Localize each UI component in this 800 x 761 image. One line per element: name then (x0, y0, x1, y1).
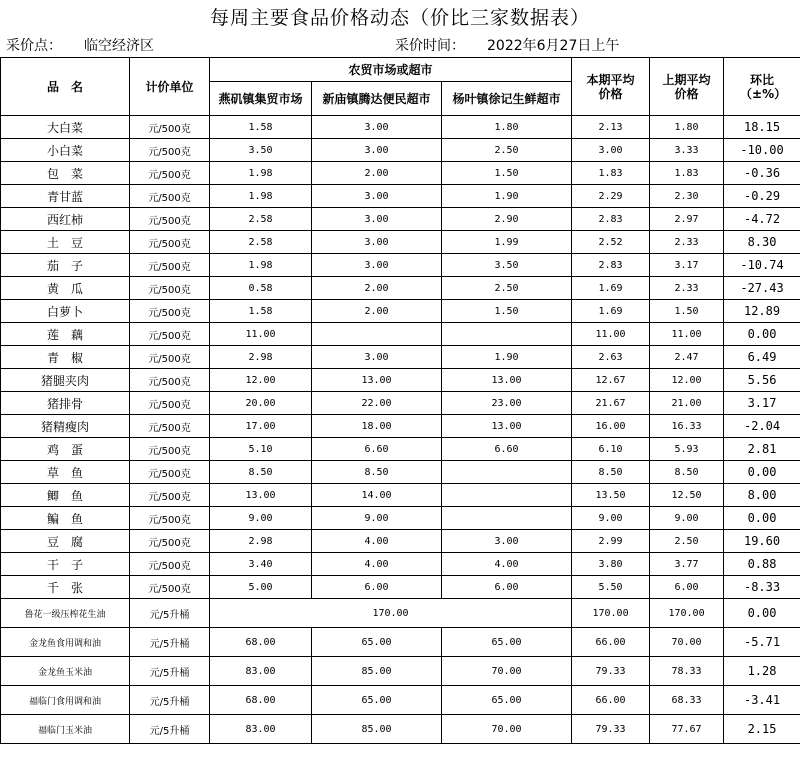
cell-market-2: 3.00 (312, 346, 442, 369)
table-row (1, 686, 800, 715)
cell-market-3: 3.00 (442, 530, 572, 553)
cell-current-average: 5.50 (572, 576, 650, 599)
cell-unit: 元/500克 (130, 162, 210, 185)
cell-market-1: 13.00 (210, 484, 312, 507)
cell-market-3: 4.00 (442, 553, 572, 576)
cell-market-3: 3.50 (442, 254, 572, 277)
cell-previous-average: 8.50 (650, 461, 724, 484)
cell-unit: 元/500克 (130, 553, 210, 576)
table-row (1, 628, 800, 657)
cell-ratio: 0.00 (724, 599, 800, 628)
cell-market-2: 2.00 (312, 300, 442, 323)
location-label: 采价点： (6, 38, 62, 54)
cell-market-1: 68.00 (210, 628, 312, 657)
cell-ratio: 2.81 (724, 438, 800, 461)
cell-market-1: 68.00 (210, 686, 312, 715)
cell-market-1: 2.58 (210, 231, 312, 254)
cell-current-average: 8.50 (572, 461, 650, 484)
cell-current-average: 21.67 (572, 392, 650, 415)
cell-market-3 (442, 323, 572, 346)
cell-name: 金龙鱼玉米油 (1, 657, 130, 686)
cell-market-1: 1.98 (210, 254, 312, 277)
cell-unit: 元/500克 (130, 139, 210, 162)
cell-current-average: 2.29 (572, 185, 650, 208)
cell-ratio: -5.71 (724, 628, 800, 657)
cell-name: 金龙鱼食用调和油 (1, 628, 130, 657)
cell-previous-average: 2.33 (650, 231, 724, 254)
cell-market-3: 6.00 (442, 576, 572, 599)
cell-ratio: -2.04 (724, 415, 800, 438)
cell-name: 鸡 蛋 (1, 438, 130, 461)
cell-unit: 元/5升桶 (130, 599, 210, 628)
cell-current-average: 12.67 (572, 369, 650, 392)
cell-previous-average: 12.00 (650, 369, 724, 392)
price-table (0, 57, 800, 744)
cell-previous-average: 16.33 (650, 415, 724, 438)
table-row (1, 484, 800, 507)
cell-market-1: 2.98 (210, 530, 312, 553)
cell-market-1: 0.58 (210, 277, 312, 300)
cell-unit: 元/500克 (130, 438, 210, 461)
cell-previous-average: 11.00 (650, 323, 724, 346)
cell-market-3: 6.60 (442, 438, 572, 461)
cell-previous-average: 2.50 (650, 530, 724, 553)
cell-market-1: 12.00 (210, 369, 312, 392)
header-ratio-text: 环比（±%） (740, 72, 787, 101)
cell-market-2: 170.00 (210, 599, 572, 628)
cell-current-average: 9.00 (572, 507, 650, 530)
cell-name: 莲 藕 (1, 323, 130, 346)
table-row (1, 346, 800, 369)
table-row (1, 438, 800, 461)
table-row (1, 323, 800, 346)
cell-name: 猪精瘦肉 (1, 415, 130, 438)
cell-name: 鳊 鱼 (1, 507, 130, 530)
table-row (1, 139, 800, 162)
cell-market-1: 11.00 (210, 323, 312, 346)
cell-previous-average: 2.97 (650, 208, 724, 231)
table-row (1, 392, 800, 415)
cell-name: 青甘蓝 (1, 185, 130, 208)
cell-unit: 元/500克 (130, 208, 210, 231)
cell-previous-average: 12.50 (650, 484, 724, 507)
cell-current-average: 66.00 (572, 628, 650, 657)
header-market-3: 杨叶镇徐记生鲜超市 (442, 82, 572, 116)
cell-market-2: 3.00 (312, 116, 442, 139)
table-row (1, 507, 800, 530)
header-market-group: 农贸市场或超市 (210, 58, 572, 82)
cell-current-average: 3.80 (572, 553, 650, 576)
cell-market-3 (442, 484, 572, 507)
cell-ratio: 8.00 (724, 484, 800, 507)
cell-unit: 元/500克 (130, 277, 210, 300)
cell-ratio: -3.41 (724, 686, 800, 715)
cell-previous-average: 1.83 (650, 162, 724, 185)
cell-previous-average: 1.50 (650, 300, 724, 323)
table-body (1, 116, 800, 744)
cell-name: 鲁花一级压榨花生油 (1, 599, 130, 628)
cell-current-average: 79.33 (572, 715, 650, 744)
header-previous-average-text: 上期平均价格 (662, 72, 711, 101)
cell-market-3: 2.90 (442, 208, 572, 231)
cell-name: 西红柿 (1, 208, 130, 231)
table-row (1, 208, 800, 231)
cell-market-3: 1.50 (442, 300, 572, 323)
cell-ratio: -10.74 (724, 254, 800, 277)
cell-ratio: -8.33 (724, 576, 800, 599)
cell-market-2: 85.00 (312, 715, 442, 744)
table-row (1, 657, 800, 686)
cell-unit: 元/500克 (130, 254, 210, 277)
cell-current-average: 16.00 (572, 415, 650, 438)
header-current-average (572, 58, 650, 116)
cell-unit: 元/500克 (130, 323, 210, 346)
cell-current-average: 3.00 (572, 139, 650, 162)
header-previous-average (650, 58, 724, 116)
cell-market-2: 3.00 (312, 231, 442, 254)
cell-market-1: 83.00 (210, 657, 312, 686)
cell-current-average: 2.13 (572, 116, 650, 139)
header-name: 品 名 (1, 58, 130, 116)
cell-ratio: 3.17 (724, 392, 800, 415)
cell-market-1: 2.98 (210, 346, 312, 369)
cell-market-1: 1.58 (210, 300, 312, 323)
time-line (395, 36, 619, 56)
cell-ratio: 8.30 (724, 231, 800, 254)
cell-market-1: 1.98 (210, 185, 312, 208)
table-row (1, 254, 800, 277)
header-unit: 计价单位 (130, 58, 210, 116)
cell-ratio: 1.28 (724, 657, 800, 686)
table-row (1, 576, 800, 599)
cell-market-3: 2.50 (442, 139, 572, 162)
cell-market-3: 1.90 (442, 346, 572, 369)
cell-name: 福临门食用调和油 (1, 686, 130, 715)
cell-ratio: 0.88 (724, 553, 800, 576)
cell-ratio: -10.00 (724, 139, 800, 162)
table-row (1, 415, 800, 438)
cell-market-2: 65.00 (312, 686, 442, 715)
cell-market-2: 85.00 (312, 657, 442, 686)
time-value: 2022年6月27日上午 (487, 38, 620, 54)
cell-unit: 元/500克 (130, 415, 210, 438)
cell-market-3: 70.00 (442, 715, 572, 744)
cell-previous-average: 3.17 (650, 254, 724, 277)
cell-market-1: 3.40 (210, 553, 312, 576)
header-market-1: 燕矶镇集贸市场 (210, 82, 312, 116)
cell-name: 猪排骨 (1, 392, 130, 415)
cell-name: 豆 腐 (1, 530, 130, 553)
cell-market-1: 3.50 (210, 139, 312, 162)
cell-market-2: 13.00 (312, 369, 442, 392)
cell-market-2: 2.00 (312, 162, 442, 185)
cell-market-2: 6.60 (312, 438, 442, 461)
cell-previous-average: 9.00 (650, 507, 724, 530)
cell-previous-average: 21.00 (650, 392, 724, 415)
cell-market-3: 70.00 (442, 657, 572, 686)
table-row (1, 231, 800, 254)
cell-previous-average: 70.00 (650, 628, 724, 657)
cell-unit: 元/500克 (130, 185, 210, 208)
cell-name: 猪腿夹肉 (1, 369, 130, 392)
cell-previous-average: 3.33 (650, 139, 724, 162)
cell-name: 茄 子 (1, 254, 130, 277)
location-value: 临空经济区 (84, 38, 154, 54)
cell-current-average: 2.83 (572, 208, 650, 231)
cell-ratio: 2.15 (724, 715, 800, 744)
cell-market-2: 3.00 (312, 185, 442, 208)
cell-unit: 元/500克 (130, 300, 210, 323)
cell-name: 白萝卜 (1, 300, 130, 323)
table-row (1, 300, 800, 323)
cell-unit: 元/5升桶 (130, 715, 210, 744)
cell-ratio: -0.29 (724, 185, 800, 208)
cell-current-average: 2.63 (572, 346, 650, 369)
cell-market-3: 1.50 (442, 162, 572, 185)
cell-market-2 (312, 323, 442, 346)
cell-current-average: 66.00 (572, 686, 650, 715)
cell-current-average: 170.00 (572, 599, 650, 628)
table-row (1, 461, 800, 484)
cell-market-1: 17.00 (210, 415, 312, 438)
cell-name: 千 张 (1, 576, 130, 599)
cell-name: 包 菜 (1, 162, 130, 185)
cell-market-2: 8.50 (312, 461, 442, 484)
cell-market-1: 9.00 (210, 507, 312, 530)
table-row (1, 530, 800, 553)
table-row (1, 553, 800, 576)
cell-unit: 元/5升桶 (130, 686, 210, 715)
cell-name: 土 豆 (1, 231, 130, 254)
header-current-average-text: 本期平均价格 (586, 72, 635, 101)
cell-unit: 元/5升桶 (130, 657, 210, 686)
cell-previous-average: 78.33 (650, 657, 724, 686)
cell-name: 鲫 鱼 (1, 484, 130, 507)
cell-unit: 元/500克 (130, 484, 210, 507)
cell-market-2: 3.00 (312, 139, 442, 162)
cell-market-2: 2.00 (312, 277, 442, 300)
cell-previous-average: 3.77 (650, 553, 724, 576)
cell-market-3: 2.50 (442, 277, 572, 300)
cell-previous-average: 2.47 (650, 346, 724, 369)
location-line (6, 36, 154, 56)
cell-name: 青 椒 (1, 346, 130, 369)
cell-ratio: 5.56 (724, 369, 800, 392)
cell-current-average: 1.69 (572, 300, 650, 323)
cell-unit: 元/500克 (130, 530, 210, 553)
header-ratio (724, 58, 800, 116)
cell-unit: 元/500克 (130, 346, 210, 369)
cell-current-average: 11.00 (572, 323, 650, 346)
cell-name: 干 子 (1, 553, 130, 576)
cell-unit: 元/5升桶 (130, 628, 210, 657)
cell-ratio: 0.00 (724, 323, 800, 346)
cell-market-1: 5.10 (210, 438, 312, 461)
cell-unit: 元/500克 (130, 231, 210, 254)
cell-unit: 元/500克 (130, 392, 210, 415)
table-row (1, 715, 800, 744)
cell-unit: 元/500克 (130, 369, 210, 392)
cell-ratio: 0.00 (724, 507, 800, 530)
cell-unit: 元/500克 (130, 507, 210, 530)
cell-market-3: 13.00 (442, 415, 572, 438)
cell-market-3 (442, 461, 572, 484)
cell-market-2: 6.00 (312, 576, 442, 599)
cell-market-1: 1.98 (210, 162, 312, 185)
cell-market-2: 22.00 (312, 392, 442, 415)
table-row (1, 599, 800, 628)
cell-previous-average: 1.80 (650, 116, 724, 139)
cell-market-3 (442, 507, 572, 530)
cell-market-3: 65.00 (442, 686, 572, 715)
cell-market-3: 1.99 (442, 231, 572, 254)
cell-current-average: 1.83 (572, 162, 650, 185)
header-market-2: 新庙镇腾达便民超市 (312, 82, 442, 116)
cell-market-2: 3.00 (312, 208, 442, 231)
cell-current-average: 79.33 (572, 657, 650, 686)
cell-current-average: 1.69 (572, 277, 650, 300)
sheet-title: 每周主要食品价格动态（价比三家数据表） (209, 7, 590, 29)
cell-market-3: 65.00 (442, 628, 572, 657)
cell-name: 草 鱼 (1, 461, 130, 484)
cell-market-2: 65.00 (312, 628, 442, 657)
cell-market-2: 3.00 (312, 254, 442, 277)
cell-current-average: 2.83 (572, 254, 650, 277)
cell-ratio: -0.36 (724, 162, 800, 185)
cell-market-1: 8.50 (210, 461, 312, 484)
cell-current-average: 2.52 (572, 231, 650, 254)
table-row (1, 277, 800, 300)
cell-unit: 元/500克 (130, 116, 210, 139)
cell-market-2: 18.00 (312, 415, 442, 438)
cell-name: 大白菜 (1, 116, 130, 139)
cell-ratio: -4.72 (724, 208, 800, 231)
cell-previous-average: 2.33 (650, 277, 724, 300)
cell-name: 小白菜 (1, 139, 130, 162)
cell-market-1: 83.00 (210, 715, 312, 744)
cell-market-3: 1.90 (442, 185, 572, 208)
cell-ratio: 12.89 (724, 300, 800, 323)
cell-previous-average: 77.67 (650, 715, 724, 744)
cell-ratio: 0.00 (724, 461, 800, 484)
cell-market-2: 4.00 (312, 530, 442, 553)
time-label: 采价时间： (395, 38, 465, 54)
cell-current-average: 13.50 (572, 484, 650, 507)
cell-market-2: 9.00 (312, 507, 442, 530)
cell-name: 福临门玉米油 (1, 715, 130, 744)
cell-previous-average: 5.93 (650, 438, 724, 461)
cell-market-3: 23.00 (442, 392, 572, 415)
cell-current-average: 2.99 (572, 530, 650, 553)
cell-name: 黄 瓜 (1, 277, 130, 300)
cell-unit: 元/500克 (130, 461, 210, 484)
cell-ratio: 6.49 (724, 346, 800, 369)
cell-market-1: 1.58 (210, 116, 312, 139)
cell-previous-average: 68.33 (650, 686, 724, 715)
cell-previous-average: 2.30 (650, 185, 724, 208)
table-row (1, 162, 800, 185)
table-row (1, 369, 800, 392)
cell-market-2: 14.00 (312, 484, 442, 507)
cell-current-average: 6.10 (572, 438, 650, 461)
cell-unit: 元/500克 (130, 576, 210, 599)
cell-ratio: 19.60 (724, 530, 800, 553)
cell-market-2: 4.00 (312, 553, 442, 576)
cell-previous-average: 170.00 (650, 599, 724, 628)
cell-market-3: 13.00 (442, 369, 572, 392)
cell-previous-average: 6.00 (650, 576, 724, 599)
cell-market-1: 20.00 (210, 392, 312, 415)
cell-market-1: 2.58 (210, 208, 312, 231)
cell-ratio: 18.15 (724, 116, 800, 139)
table-row (1, 185, 800, 208)
cell-ratio: -27.43 (724, 277, 800, 300)
cell-market-3: 1.80 (442, 116, 572, 139)
cell-market-1: 5.00 (210, 576, 312, 599)
table-row (1, 116, 800, 139)
